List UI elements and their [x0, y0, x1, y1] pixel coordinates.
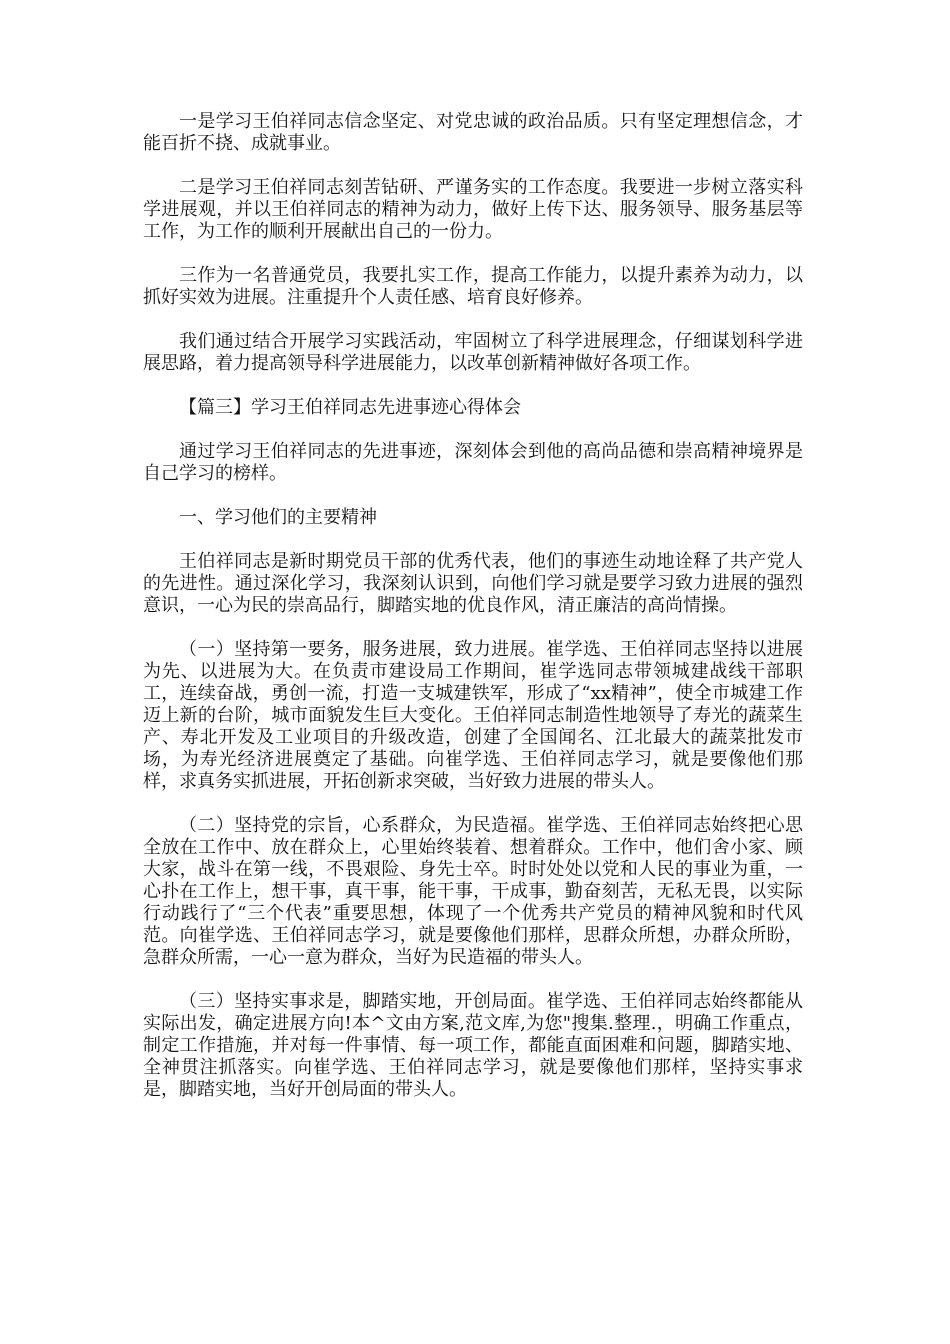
paragraph-7: （一）坚持第一要务，服务进展，致力进展。崔学选、王伯祥同志坚持以进展为先、以进展为大。在负责市建设局工作期间，崔学选同志带领城建战线干部职工，连续奋战，勇创一流，打造一支城建铁军，形成了“xx精神”，使全市城建工作迈上新的台阶，城市面貌发生巨大变化。王伯祥同志制造性地领导了寿光的蔬菜生产、寿北开发及工业项目的升级改造，创建了全国闻名、江北最大的蔬菜批发市场，为寿光经济进展奠定了基础。向崔学选、王伯祥同志学习，就是要像他们那样，求真务实抓进展，开拓创新求突破，当好致力进展的带头人。 — [143, 639, 803, 792]
paragraph-3: 三作为一名普通党员，我要扎实工作，提高工作能力，以提升素养为动力，以抓好实效为进展。注重提升个人责任感、培育良好修养。 — [143, 265, 803, 308]
paragraph-4: 我们通过结合开展学习实践活动，牢固树立了科学进展理念，仔细谋划科学进展思路，着力提高领导科学进展能力，以改革创新精神做好各项工作。 — [143, 331, 803, 374]
section-heading: 【篇三】学习王伯祥同志先进事迹心得体会 — [179, 397, 521, 418]
paragraph-8: （二）坚持党的宗旨，心系群众，为民造福。崔学选、王伯祥同志始终把心思全放在工作中、放在群众上，心里始终装着、想着群众。工作中，他们舍小家、顾大家，战斗在第一线，不畏艰险、身先士卒。时时处处以党和人民的事业为重，一心扑在工作上，想干事，真干事，能干事，干成事，勤奋刻苦，无私无畏，以实际行动践行了“三个代表”重要思想，体现了一个优秀共产党员的精神风貌和时代风范。向崔学选、王伯祥同志学习，就是要像他们那样，思群众所想，办群众所盼，急群众所需，一心一意为群众，当好为民造福的带头人。 — [143, 815, 803, 968]
paragraph-1: 一是学习王伯祥同志信念坚定、对党忠诚的政治品质。只有坚定理想信念，才能百折不挠、成就事业。 — [143, 111, 803, 154]
document-page — [143, 111, 803, 1123]
subsection-heading: 一、学习他们的主要精神 — [179, 507, 377, 528]
paragraph-6: 王伯祥同志是新时期党员干部的优秀代表，他们的事迹生动地诠释了共产党人的先进性。通过深化学习，我深刻认识到，向他们学习就是要学习致力进展的强烈意识，一心为民的崇高品行，脚踏实地的优良作风，清正廉洁的高尚情操。 — [143, 551, 803, 616]
paragraph-9: （三）坚持实事求是，脚踏实地，开创局面。崔学选、王伯祥同志始终都能从实际出发，确定进展方向!本^文由方案,范文库,为您"搜集.整理.，明确工作重点，制定工作措施，并对每一件事情、每一项工作，都能直面困难和问题，脚踏实地、全神贯注抓落实。向崔学选、王伯祥同志学习，就是要像他们那样，坚持实事求是，脚踏实地，当好开创局面的带头人。 — [143, 991, 803, 1100]
paragraph-2: 二是学习王伯祥同志刻苦钻研、严谨务实的工作态度。我要进一步树立落实科学进展观，并以王伯祥同志的精神为动力，做好上传下达、服务领导、服务基层等工作，为工作的顺利开展献出自己的一份力。 — [143, 177, 803, 242]
paragraph-5: 通过学习王伯祥同志的先进事迹，深刻体会到他的高尚品德和崇高精神境界是自己学习的榜样。 — [143, 441, 803, 484]
